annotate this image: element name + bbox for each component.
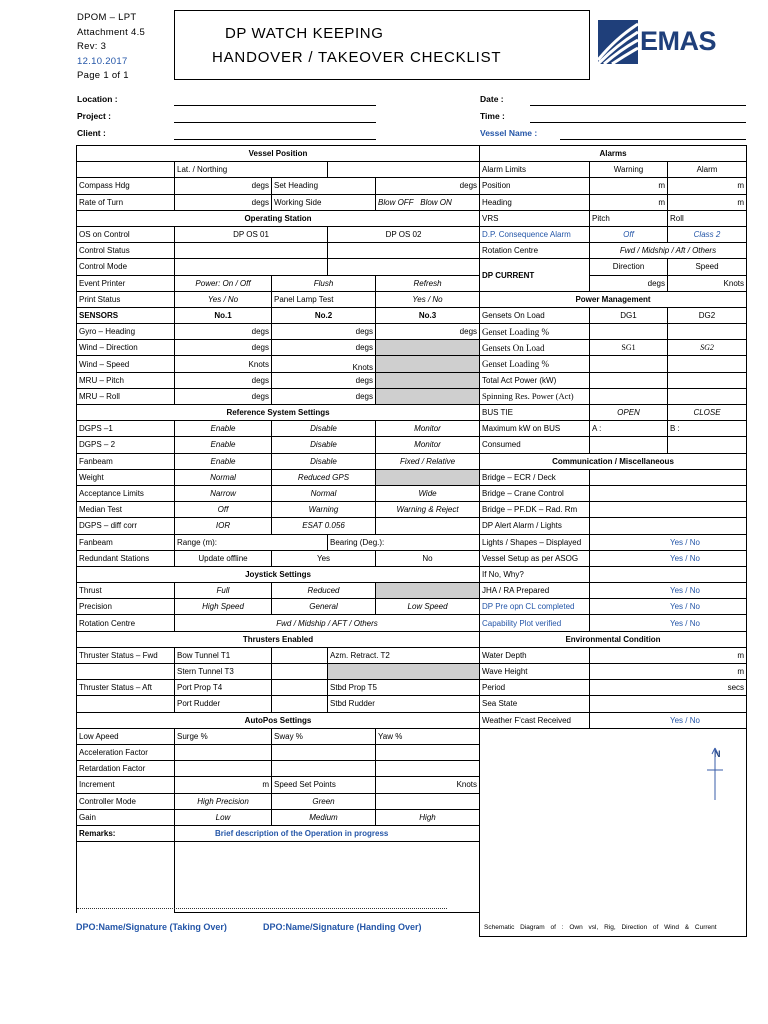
enable-option[interactable]: Enable <box>175 421 272 437</box>
fixed-relative-option[interactable]: Fixed / Relative <box>376 453 480 469</box>
asog-label: Vessel Setup as per ASOG <box>480 550 590 566</box>
mru-roll-label: MRU – Roll <box>77 388 175 404</box>
disable-option[interactable]: Disable <box>272 421 376 437</box>
high-option[interactable]: High <box>376 809 480 825</box>
unit: degs <box>272 324 376 340</box>
section-thrusters: Thrusters Enabled <box>77 631 480 647</box>
bus-b-field[interactable]: B : <box>668 421 747 437</box>
unit: degs <box>175 324 272 340</box>
unit: m <box>175 777 272 793</box>
no-option[interactable]: No <box>376 550 480 566</box>
rotation-centre-label: Rotation Centre <box>77 615 175 631</box>
refresh-option[interactable]: Refresh <box>376 275 480 291</box>
low-speed-option[interactable]: Low Speed <box>376 599 480 615</box>
jha-label: JHA / RA Prepared <box>480 583 590 599</box>
schematic-caption: Schematic Diagram of : Own vsl, Rig, Direction of Wind & Current <box>484 924 717 931</box>
close-option[interactable]: CLOSE <box>668 405 747 421</box>
surge-field[interactable]: Surge % <box>175 728 272 744</box>
pre-opn-label: DP Pre opn CL completed <box>480 599 590 615</box>
asog-yes-no[interactable]: Yes / No <box>590 550 747 566</box>
vessel-name-field[interactable] <box>560 139 746 140</box>
title-line-1: DP WATCH KEEPING <box>225 25 384 42</box>
azm-retract-t2[interactable]: Azm. Retract. T2 <box>328 647 480 663</box>
weather-yes-no[interactable]: Yes / No <box>590 712 747 728</box>
lat-label: Lat. / Northing <box>175 162 328 178</box>
dgps2-label: DGPS – 2 <box>77 437 175 453</box>
unit: degs <box>175 178 272 194</box>
unit: m <box>590 178 668 194</box>
increment-label: Increment <box>77 777 175 793</box>
thruster-fwd-label: Thruster Status – Fwd <box>77 647 175 663</box>
position-label: Position <box>480 178 590 194</box>
thruster-aft-label: Thruster Status – Aft <box>77 680 175 696</box>
warning-option[interactable]: Warning <box>272 502 376 518</box>
unit: degs <box>272 340 376 356</box>
attachment-number: Attachment 4.5 <box>77 26 146 38</box>
consequence-alarm-label: D.P. Consequence Alarm <box>480 226 590 242</box>
sg1-label: SG1 <box>590 340 668 356</box>
general-option[interactable]: General <box>272 599 376 615</box>
wide-option[interactable]: Wide <box>376 485 480 501</box>
unit: secs <box>590 680 747 696</box>
unit: degs <box>175 372 272 388</box>
off-option[interactable]: Off <box>175 502 272 518</box>
period-label: Period <box>480 680 590 696</box>
dp-alert-label: DP Alert Alarm / Lights <box>480 518 590 534</box>
client-field[interactable] <box>174 139 376 140</box>
diff-corr-label: DGPS – diff corr <box>77 518 175 534</box>
disable-option[interactable]: Disable <box>272 437 376 453</box>
heading-label: Heading <box>480 194 590 210</box>
narrow-option[interactable]: Narrow <box>175 485 272 501</box>
col-speed: Speed <box>668 259 747 275</box>
right-checklist-table <box>479 145 747 729</box>
fanbeam-label: Fanbeam <box>77 453 175 469</box>
section-power-management: Power Management <box>480 291 747 307</box>
remarks-textarea[interactable] <box>175 842 480 913</box>
date-label: Date : <box>480 94 504 104</box>
retardation-label: Retardation Factor <box>77 761 175 777</box>
north-label: N <box>714 749 721 759</box>
monitor-option[interactable]: Monitor <box>376 421 480 437</box>
wave-height-label: Wave Height <box>480 664 590 680</box>
precision-label: Precision <box>77 599 175 615</box>
speed-set-points-label: Speed Set Points <box>272 777 376 793</box>
vessel-name-label: Vessel Name : <box>480 128 538 138</box>
unit: degs <box>175 340 272 356</box>
section-autopos: AutoPos Settings <box>77 712 480 728</box>
fanbeam-range-label: Fanbeam <box>77 534 175 550</box>
gyro-label: Gyro – Heading <box>77 324 175 340</box>
capability-yes-no[interactable]: Yes / No <box>590 615 747 631</box>
panel-lamp-yes-no[interactable]: Yes / No <box>376 291 480 307</box>
rate-of-turn-label: Rate of Turn <box>77 194 175 210</box>
normal-option[interactable]: Normal <box>175 469 272 485</box>
unit: degs <box>590 275 668 291</box>
sg2-label: SG2 <box>668 340 747 356</box>
section-vessel-position: Vessel Position <box>77 146 480 162</box>
section-reference-system: Reference System Settings <box>77 405 480 421</box>
gensets-on-load-label: Gensets On Load <box>480 307 590 323</box>
control-mode-label: Control Mode <box>77 259 175 275</box>
enable-option[interactable]: Enable <box>175 437 272 453</box>
sea-state-label: Sea State <box>480 696 590 712</box>
weight-label: Weight <box>77 469 175 485</box>
emas-logo-mark-icon <box>598 20 638 64</box>
os-on-control-label: OS on Control <box>77 226 175 242</box>
dg1-label: DG1 <box>590 307 668 323</box>
remarks-description: Brief description of the Operation in progress <box>175 825 480 841</box>
monitor-option[interactable]: Monitor <box>376 437 480 453</box>
sensors-heading: SENSORS <box>77 307 175 323</box>
unit: degs <box>272 388 376 404</box>
section-environmental: Environmental Condition <box>480 631 747 647</box>
location-label: Location : <box>77 94 118 104</box>
pre-opn-yes-no[interactable]: Yes / No <box>590 599 747 615</box>
spinning-reserve-label: Spinning Res. Power (Act) <box>480 388 590 404</box>
dgps1-label: DGPS –1 <box>77 421 175 437</box>
col-alarm: Alarm <box>668 162 747 178</box>
stbd-rudder[interactable]: Stbd Rudder <box>328 696 480 712</box>
unit: m <box>668 194 747 210</box>
bridge-crane-label: Bridge – Crane Control <box>480 485 590 501</box>
rotation-centre-options[interactable]: Fwd / Midship / Aft / Others <box>590 243 747 259</box>
low-speed-row-label: Low Apeed <box>77 728 175 744</box>
full-option[interactable]: Full <box>175 583 272 599</box>
revision: Rev: 3 <box>77 41 107 52</box>
open-option[interactable]: OPEN <box>590 405 668 421</box>
project-field[interactable] <box>174 122 376 123</box>
unit: degs <box>272 372 376 388</box>
section-alarms: Alarms <box>480 146 747 162</box>
compass-hdg-label: Compass Hdg <box>77 178 175 194</box>
port-rudder[interactable]: Port Rudder <box>175 696 272 712</box>
lights-shapes-label: Lights / Shapes – Displayed <box>480 534 590 550</box>
update-offline-option[interactable]: Update offline <box>175 550 272 566</box>
bearing-field[interactable]: Bearing (Deg.): <box>328 534 480 550</box>
green-option[interactable]: Green <box>272 793 376 809</box>
set-heading-label: Set Heading <box>272 178 376 194</box>
stern-tunnel-t3[interactable]: Stern Tunnel T3 <box>175 664 272 680</box>
doc-code: DPOM – LPT <box>77 12 137 23</box>
dp-os-02[interactable]: DP OS 02 <box>328 226 480 242</box>
bow-tunnel-t1[interactable]: Bow Tunnel T1 <box>175 647 272 663</box>
bridge-ecr-label: Bridge – ECR / Deck <box>480 469 590 485</box>
working-side-label: Working Side <box>272 194 376 210</box>
warning-reject-option[interactable]: Warning & Reject <box>376 502 480 518</box>
power-option[interactable]: Power: On / Off <box>175 275 272 291</box>
yes-option[interactable]: Yes <box>272 550 376 566</box>
jha-yes-no[interactable]: Yes / No <box>590 583 747 599</box>
reduced-gps-option[interactable]: Reduced GPS <box>272 469 376 485</box>
sway-field[interactable]: Sway % <box>272 728 376 744</box>
alarm-limits-label: Alarm Limits <box>480 162 590 178</box>
unit: degs <box>376 324 480 340</box>
lights-yes-no[interactable]: Yes / No <box>590 534 747 550</box>
rotation-centre-label: Rotation Centre <box>480 243 590 259</box>
event-printer-label: Event Printer <box>77 275 175 291</box>
if-no-why-label: If No, Why? <box>480 566 590 582</box>
esat-option[interactable]: ESAT 0.056 <box>272 518 376 534</box>
port-prop-t4[interactable]: Port Prop T4 <box>175 680 272 696</box>
unit: m <box>590 647 747 663</box>
project-label: Project : <box>77 111 112 121</box>
genset-loading-label: Genset Loading % <box>480 324 590 340</box>
unit: m <box>668 178 747 194</box>
location-field[interactable] <box>174 105 376 106</box>
print-status-yes-no[interactable]: Yes / No <box>175 291 272 307</box>
controller-mode-label: Controller Mode <box>77 793 175 809</box>
roll-label: Roll <box>668 210 747 226</box>
col-no2: No.2 <box>272 307 376 323</box>
emas-logo-text: EMAS <box>640 26 717 56</box>
medium-option[interactable]: Medium <box>272 809 376 825</box>
unit: degs <box>175 194 272 210</box>
mru-pitch-label: MRU – Pitch <box>77 372 175 388</box>
time-label: Time : <box>480 111 505 121</box>
remarks-left-area <box>77 842 175 913</box>
section-operating-station: Operating Station <box>77 210 480 226</box>
bus-a-field[interactable]: A : <box>590 421 668 437</box>
print-status-label: Print Status <box>77 291 175 307</box>
off-option[interactable]: Off <box>590 226 668 242</box>
unit: m <box>590 194 668 210</box>
unit: Knots <box>175 356 272 372</box>
thrust-label: Thrust <box>77 583 175 599</box>
pitch-label: Pitch <box>590 210 668 226</box>
client-label: Client : <box>77 128 106 138</box>
vrs-label: VRS <box>480 210 590 226</box>
capability-label: Capability Plot verified <box>480 615 590 631</box>
unit: degs <box>376 178 480 194</box>
unit: Knots <box>272 356 376 372</box>
wind-direction-label: Wind – Direction <box>77 340 175 356</box>
median-test-label: Median Test <box>77 502 175 518</box>
title-box <box>174 10 590 80</box>
date-field[interactable] <box>530 105 746 106</box>
high-precision-option[interactable]: High Precision <box>175 793 272 809</box>
rotation-centre-options[interactable]: Fwd / Midship / AFT / Others <box>175 615 480 631</box>
section-joystick: Joystick Settings <box>77 566 480 582</box>
range-field[interactable]: Range (m): <box>175 534 328 550</box>
class2-option[interactable]: Class 2 <box>668 226 747 242</box>
dg2-label: DG2 <box>668 307 747 323</box>
col-no3: No.3 <box>376 307 480 323</box>
left-checklist-table <box>76 145 480 913</box>
col-warning: Warning <box>590 162 668 178</box>
unit: degs <box>175 388 272 404</box>
consumed-label: Consumed <box>480 437 590 453</box>
disable-option[interactable]: Disable <box>272 453 376 469</box>
north-arrow-icon <box>705 746 725 800</box>
bridge-pf-label: Bridge – PF.DK – Rad. Rm <box>480 502 590 518</box>
title-line-2: HANDOVER / TAKEOVER CHECKLIST <box>212 49 502 66</box>
water-depth-label: Water Depth <box>480 647 590 663</box>
document-reference <box>77 11 145 84</box>
remarks-label: Remarks: <box>77 825 175 841</box>
signature-taking-over[interactable]: DPO:Name/Signature (Taking Over) <box>76 922 227 932</box>
section-communication: Communication / Miscellaneous <box>480 453 747 469</box>
weather-forecast-label: Weather F'cast Received <box>480 712 590 728</box>
unit: Knots <box>376 777 480 793</box>
reduced-option[interactable]: Reduced <box>272 583 376 599</box>
col-no1: No.1 <box>175 307 272 323</box>
revision-date: 12.10.2017 <box>77 55 128 67</box>
wind-speed-label: Wind – Speed <box>77 356 175 372</box>
col-direction: Direction <box>590 259 668 275</box>
gain-label: Gain <box>77 809 175 825</box>
max-kw-label: Maximum kW on BUS <box>480 421 590 437</box>
yaw-field[interactable]: Yaw % <box>376 728 480 744</box>
dp-os-01[interactable]: DP OS 01 <box>175 226 328 242</box>
unit: m <box>590 664 747 680</box>
time-field[interactable] <box>530 122 746 123</box>
bus-tie-label: BUS TIE <box>480 405 590 421</box>
stbd-prop-t5[interactable]: Stbd Prop T5 <box>328 680 480 696</box>
signature-handing-over[interactable]: DPO:Name/Signature (Handing Over) <box>263 922 422 932</box>
acceleration-label: Acceleration Factor <box>77 744 175 760</box>
dp-current-label: DP CURRENT <box>480 259 590 291</box>
total-power-label: Total Act Power (kW) <box>480 372 590 388</box>
genset-loading-label: Genset Loading % <box>480 356 590 372</box>
signature-line[interactable] <box>77 908 447 909</box>
enable-option[interactable]: Enable <box>175 453 272 469</box>
emas-logo <box>598 20 738 64</box>
normal-option[interactable]: Normal <box>272 485 376 501</box>
gensets-on-load-label: Gensets On Load <box>480 340 590 356</box>
ior-option[interactable]: IOR <box>175 518 272 534</box>
panel-lamp-label: Panel Lamp Test <box>272 291 376 307</box>
unit: Knots <box>668 275 747 291</box>
acceptance-limits-label: Acceptance Limits <box>77 485 175 501</box>
page-number: Page 1 of 1 <box>77 70 129 81</box>
low-option[interactable]: Low <box>175 809 272 825</box>
flush-option[interactable]: Flush <box>272 275 376 291</box>
redundant-stations-label: Redundant Stations <box>77 550 175 566</box>
high-speed-option[interactable]: High Speed <box>175 599 272 615</box>
blow-options[interactable]: Blow OFF Blow ON <box>376 194 480 210</box>
control-status-label: Control Status <box>77 243 175 259</box>
